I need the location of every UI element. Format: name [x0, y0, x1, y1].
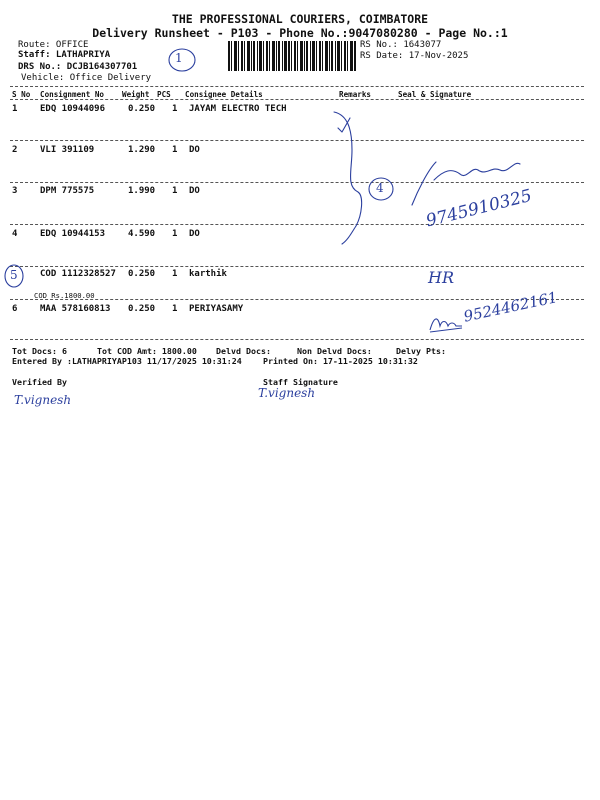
- handwritten-phone-number: 9745910325: [424, 185, 534, 232]
- column-header-remarks: Remarks: [339, 90, 372, 99]
- column-header-consignee: Consignee Details: [185, 90, 263, 99]
- row-sno: 3: [12, 186, 18, 196]
- row-consignee: DO: [189, 229, 200, 239]
- non-delivered-docs: Non Delvd Docs:: [297, 346, 372, 356]
- row-pcs: 1: [172, 229, 178, 239]
- row-weight: 1.290: [128, 145, 156, 155]
- rs-date: RS Date: 17-Nov-2025: [360, 51, 469, 61]
- row-weight: 4.590: [128, 229, 156, 239]
- row-sno: 1: [12, 104, 18, 114]
- row-sno: 2: [12, 145, 18, 155]
- row-consignee: karthik: [189, 269, 227, 279]
- row-consignment: EDQ 10944096: [40, 104, 106, 114]
- row-pcs: 1: [172, 145, 178, 155]
- row-sno: 6: [12, 304, 18, 314]
- vehicle-label: Vehicle: Office Delivery: [21, 73, 152, 83]
- company-title: THE PROFESSIONAL COURIERS, COIMBATORE: [171, 12, 429, 26]
- drs-number: DRS No.: DCJB164307701: [18, 62, 138, 72]
- column-header-sno: S No: [12, 90, 31, 99]
- remark-scribble: [334, 112, 362, 244]
- row-consignment: MAA 578160813: [40, 304, 111, 314]
- row-consignment: EDQ 10944153: [40, 229, 106, 239]
- staff-signature-label: Staff Signature: [263, 377, 338, 387]
- entered-by: Entered By :LATHAPRIYAP103 11/17/2025 10:31:24: [12, 356, 242, 366]
- handwritten-row4-number: 4: [376, 181, 384, 195]
- row-consignee: PERIYASAMY: [189, 304, 244, 314]
- row-weight: 1.990: [128, 186, 156, 196]
- column-header-seal-signature: Seal & Signature: [398, 90, 472, 99]
- column-header-consignment: Consignment No: [40, 90, 105, 99]
- column-header-pcs: PCS: [157, 90, 171, 99]
- staff-signature: T.vignesh: [258, 386, 316, 400]
- row-pcs: 1: [172, 269, 178, 279]
- total-cod-amount: Tot COD Amt: 1800.00: [97, 346, 197, 356]
- rs-number: RS No.: 1643077: [360, 40, 442, 50]
- row-pcs: 1: [172, 186, 178, 196]
- row-weight: 0.250: [128, 269, 156, 279]
- receiver-signature: [428, 312, 464, 334]
- row-pcs: 1: [172, 104, 178, 114]
- column-header-weight: Weight: [122, 90, 150, 99]
- runsheet-title: Delivery Runsheet - P103 - Phone No.:9047080280 - Page No.:1: [92, 26, 508, 40]
- staff-label: Staff: LATHAPRIYA: [18, 50, 111, 60]
- verified-by-signature: T.vignesh: [14, 393, 72, 407]
- handwritten-phone-number-2: 9524462161: [462, 288, 560, 326]
- handwritten-hr-mark: HR: [428, 268, 454, 287]
- verified-by-label: Verified By: [12, 377, 67, 387]
- row-consignee: DO: [189, 186, 200, 196]
- row-consignment: DPM 775575: [40, 186, 95, 196]
- route-label: Route: OFFICE: [18, 40, 89, 50]
- row-weight: 0.250: [128, 304, 156, 314]
- handwritten-page-number: 1: [175, 51, 183, 65]
- delivery-points: Delvy Pts:: [396, 346, 446, 356]
- row-consignee: DO: [189, 145, 200, 155]
- row-consignment: COD 1112328527: [40, 269, 116, 279]
- row-consignment: VLI 391109: [40, 145, 95, 155]
- row-weight: 0.250: [128, 104, 156, 114]
- row-consignee: JAYAM ELECTRO TECH: [189, 104, 287, 114]
- printed-on: Printed On: 17-11-2025 10:31:32: [263, 356, 418, 366]
- total-docs: Tot Docs: 6: [12, 346, 67, 356]
- row-sno: 4: [12, 229, 18, 239]
- handwritten-row5-number: 5: [10, 268, 18, 282]
- row-pcs: 1: [172, 304, 178, 314]
- cod-amount-note: COD Rs.1800.00: [34, 291, 95, 300]
- delivered-docs: Delvd Docs:: [216, 346, 271, 356]
